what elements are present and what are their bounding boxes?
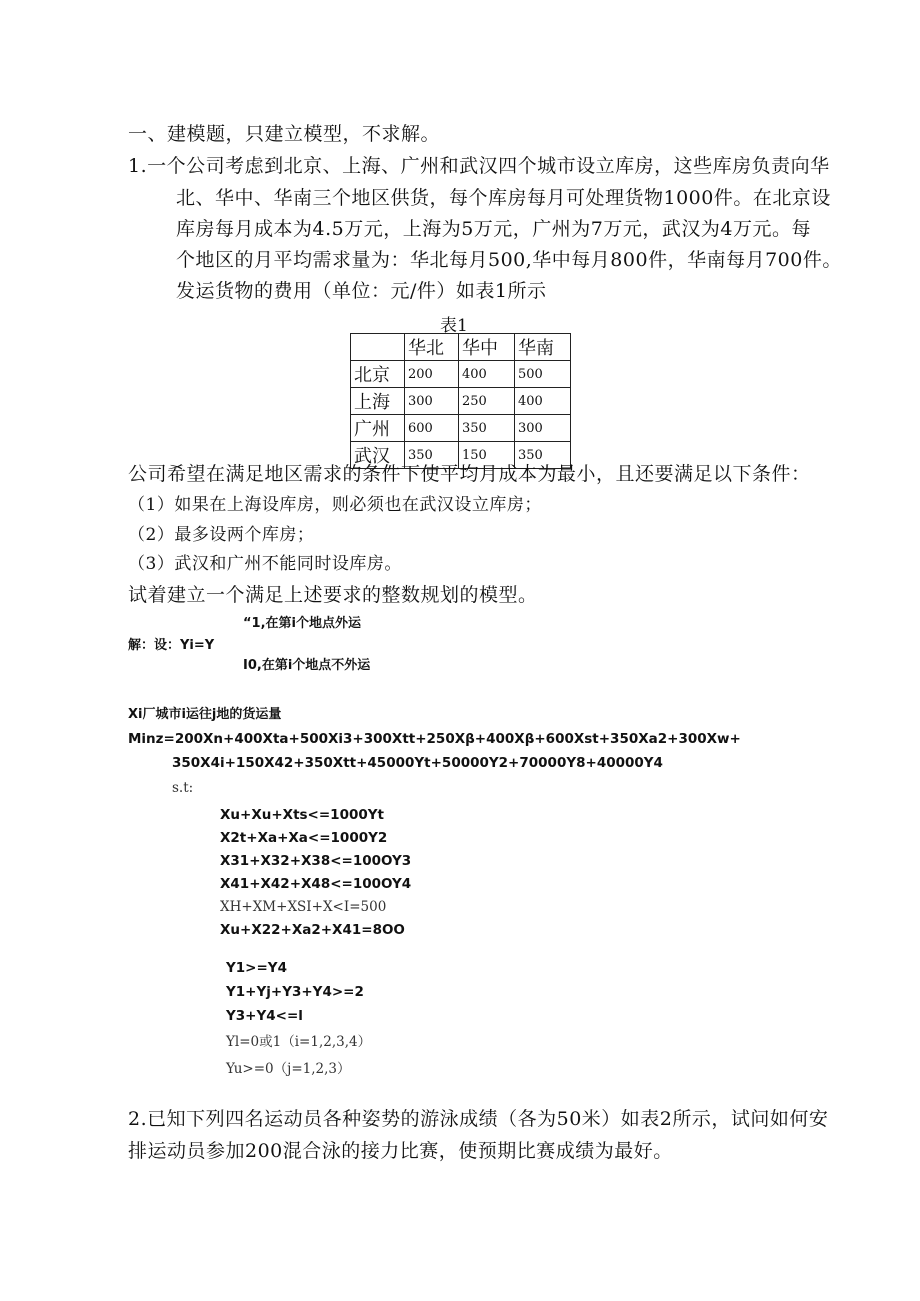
problem1-line-2: 北、华中、华南三个地区供货，每个库房每月可处理货物1000件。在北京设 [176, 187, 831, 209]
constraint-y1: Y1>=Y4 [226, 960, 287, 976]
table-row [351, 415, 571, 442]
constraint-6: Xu+X22+Xa2+X41=8OO [220, 922, 405, 938]
shipping-cost-table [350, 333, 571, 469]
constraint-y2: Y1+Yj+Y3+Y4>=2 [226, 984, 364, 1000]
table-cell: 600 [405, 415, 459, 442]
constraint-5: XH+XM+XSI+X<I=500 [220, 899, 387, 915]
constraint-4: X41+X42+X48<=100OY4 [220, 876, 412, 892]
table-cell: 350 [459, 415, 515, 442]
constraint-3: X31+X32+X38<=100OY3 [220, 853, 412, 869]
table-cell: 300 [405, 388, 459, 415]
objective-line-1: Minz=200Xn+400Xta+500Xi3+300Xtt+250Xβ+400Xβ+600Xst+350Xa2+300Xw+ [128, 731, 741, 747]
table-header-cell [351, 334, 405, 361]
case-one: “1,在第i个地点外运 [243, 616, 361, 631]
table-cell: 400 [459, 361, 515, 388]
table-cell: 200 [405, 361, 459, 388]
table-row [351, 361, 571, 388]
nonnegativity-constraint: Yu>=0（j=1,2,3） [226, 1061, 351, 1077]
constraint-1: Xu+Xu+Xts<=1000Yt [220, 807, 384, 823]
subject-to: s.t: [172, 780, 194, 796]
condition-2: （2）最多设两个库房； [128, 525, 315, 545]
section-title: 一、建模题，只建立模型，不求解。 [128, 123, 441, 145]
constraint-2: X2t+Xa+Xa<=1000Y2 [220, 830, 388, 846]
constraint-y3: Y3+Y4<=l [226, 1008, 303, 1024]
table-cell: 武汉 [351, 442, 405, 469]
table-cell: 300 [515, 415, 571, 442]
table-header-cell: 华南 [515, 334, 571, 361]
problem2-line-1: 2.已知下列四名运动员各种姿势的游泳成绩（各为50米）如表2所示，试问如何安 [128, 1108, 829, 1130]
objective-line-2: 350X4i+150X42+350Xtt+45000Yt+50000Y2+70000Y8+40000Y4 [172, 755, 663, 771]
table-cell: 上海 [351, 388, 405, 415]
model-request: 试着建立一个满足上述要求的整数规划的模型。 [128, 584, 538, 606]
xij-definition: Xi厂城市i运往j地的货运量 [128, 707, 282, 722]
problem2-line-2: 排运动员参加200混合泳的接力比赛，使预期比赛成绩为最好。 [128, 1140, 673, 1162]
table-header-cell: 华中 [459, 334, 515, 361]
table-cell: 150 [459, 442, 515, 469]
problem1-line-3: 库房每月成本为4.5万元，上海为5万元，广州为7万元，武汉为4万元。每 [176, 218, 811, 240]
problem1-line-4: 个地区的月平均需求量为：华北每月500,华中每月800件，华南每月700件。 [176, 249, 842, 271]
conditions-intro: 公司希望在满足地区需求的条件下使平均月成本为最小，且还要满足以下条件： [128, 463, 811, 485]
problem1-line-1: 1.一个公司考虑到北京、上海、广州和武汉四个城市设立库房，这些库房负责向华 [128, 155, 830, 177]
table-cell: 500 [515, 361, 571, 388]
case-zero: I0,在第i个地点不外运 [243, 658, 371, 673]
binary-constraint: Yl=0或1（i=1,2,3,4） [226, 1034, 372, 1050]
table-cell: 北京 [351, 361, 405, 388]
table-header-row [351, 334, 571, 361]
table-cell: 350 [515, 442, 571, 469]
table1-caption: 表1 [440, 316, 468, 336]
condition-3: （3）武汉和广州不能同时设库房。 [128, 554, 402, 574]
table-cell: 350 [405, 442, 459, 469]
table-cell: 广州 [351, 415, 405, 442]
condition-1: （1）如果在上海设库房，则必须也在武汉设立库房； [128, 495, 542, 515]
table-cell: 250 [459, 388, 515, 415]
table-row [351, 388, 571, 415]
table-header-cell: 华北 [405, 334, 459, 361]
table-cell: 400 [515, 388, 571, 415]
problem1-line-5: 发运货物的费用（单位：元/件）如表1所示 [176, 280, 547, 302]
variable-definition: 解：设：Yi=Y [128, 638, 215, 653]
